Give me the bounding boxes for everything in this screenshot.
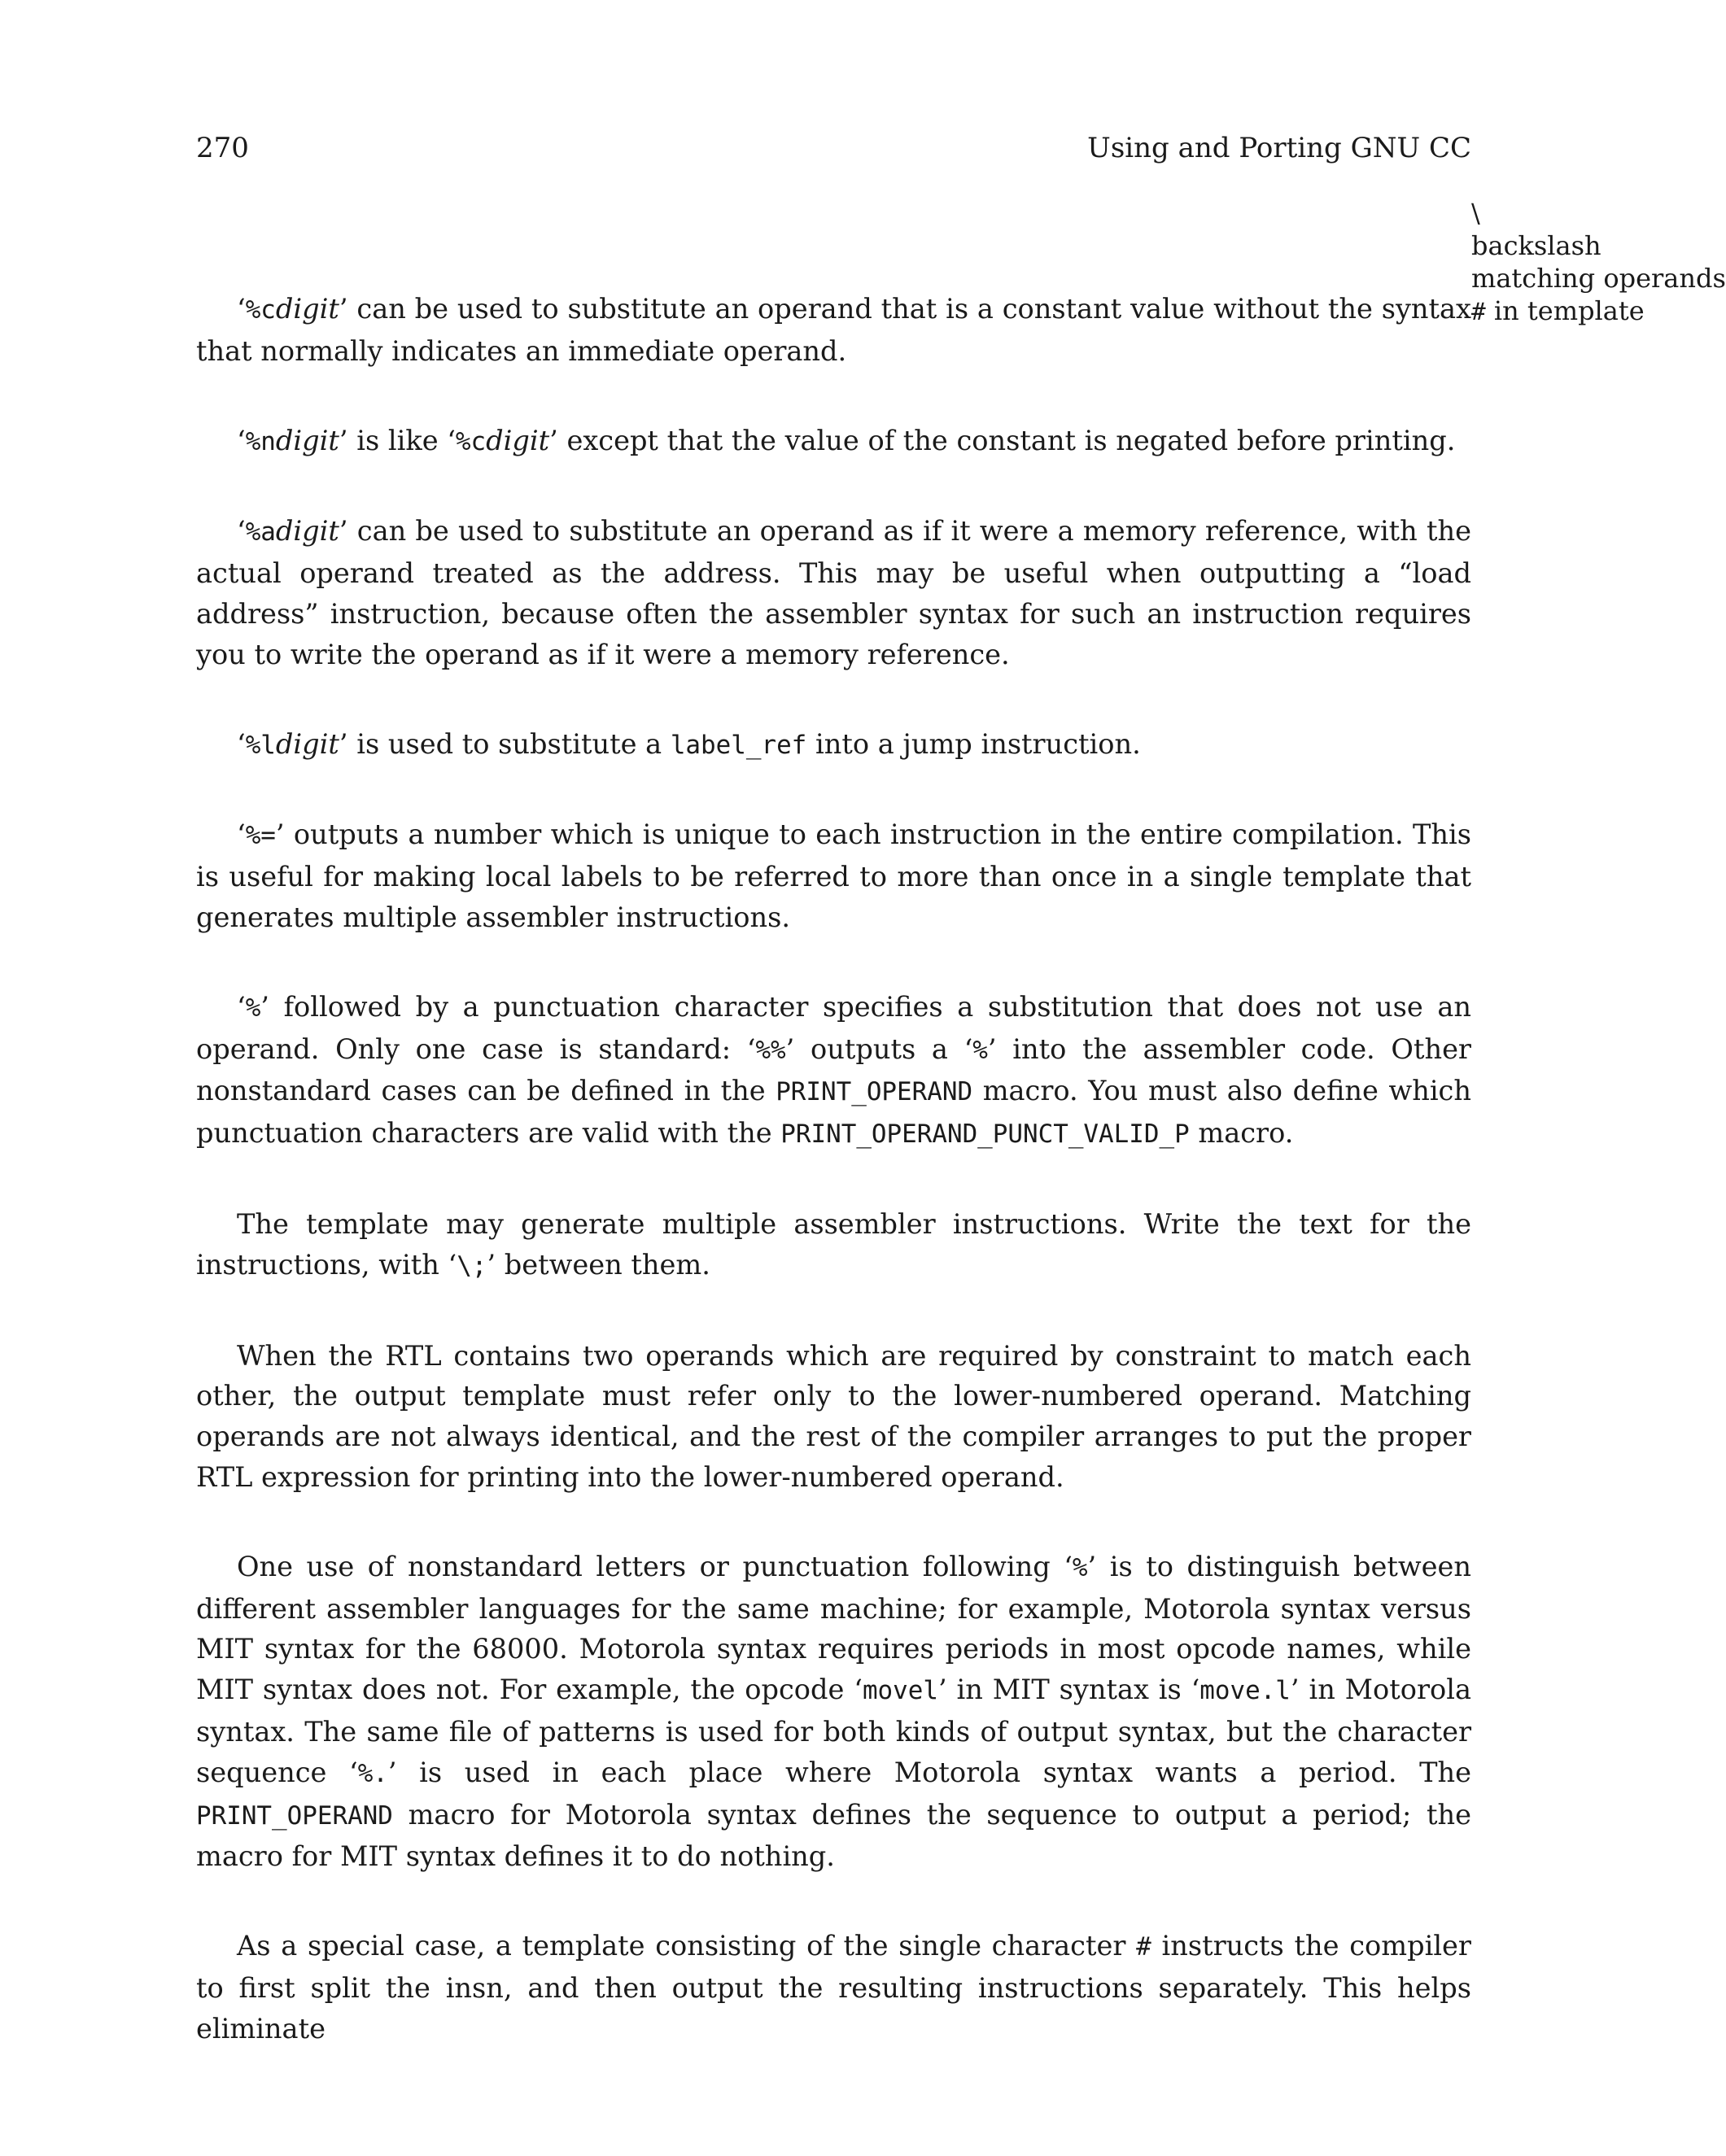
paragraph-percent-n: ‘%ndigit’ is like ‘%cdigit’ except that the value of the constant is negated before printing. — [237, 424, 1456, 456]
paragraph-multiple-instructions: The template may generate multiple assembler instructions. Write the text for the instructions, with ‘\;’ between them. — [196, 1207, 1471, 1281]
paragraph-percent-c: ‘%cdigit’ can be used to substitute an operand that is a constant value without the syntax that normally indicates an immediate operand. — [196, 293, 1471, 367]
index-entry-backslash-char: \ — [1471, 198, 1480, 229]
paragraph-percent-a: ‘%adigit’ can be used to substitute an operand as if it were a memory reference, with the actual operand treated as the address. This may be useful when outputting a “load address” instruction, because often the assembler syntax for such an instruction requires you to write the operand as if it were a memory reference. — [196, 515, 1471, 670]
index-entry-hash-code: # — [1471, 298, 1486, 325]
paragraph-percent-l: ‘%ldigit’ is used to substitute a label_ref into a jump instruction. — [237, 727, 1141, 760]
index-entry-hash-in-template — [1471, 295, 1667, 328]
paragraph-hash-template: As a special case, a template consisting of the single character # instructs the compiler to first split the insn, and then output the resulting instructions separately. This helps eliminate — [196, 1930, 1471, 2045]
paragraph-percent-equals: ‘%=’ outputs a number which is unique to each instruction in the entire compilation. This is useful for making local labels to be referred to more than once in a single template that generates multiple assembler instructions. — [196, 818, 1471, 933]
paragraph-assembler-dialects: One use of nonstandard letters or punctuation following ‘%’ is to distinguish between different assembler languages for the same machine; for example, Motorola syntax versus MIT syntax for the 68000. Motorola syntax requires periods in most opcode names, while MIT syntax does not. For example, the opcode ‘movel’ in MIT syntax is ‘move.l’ in Motorola syntax. The same file of patterns is used for both kinds of output syntax, but the character sequence ‘%.’ is used in each place where Motorola syntax wants a period. The PRINT_OPERAND macro for Motorola syntax defines the sequence to output a period; the macro for MIT syntax defines it to do nothing. — [196, 1550, 1472, 1873]
paragraph-percent-punctuation: ‘%’ followed by a punctuation character specifies a substitution that does not use an operand. Only one case is standard: ‘%%’ outputs a ‘%’ into the assembler code. Other nonstandard cases can be defined in the PRINT_OPERAND macro. You must also define which punctuation characters are valid with the PRINT_OPERAND_PUNCT_VALID_P macro. — [196, 990, 1471, 1150]
running-title: Using and Porting GNU CC — [1087, 132, 1471, 164]
margin-index-notes — [1471, 197, 1726, 328]
index-entry-backslash: backslash — [1471, 230, 1601, 261]
index-entry-matching-operands: matching operands — [1471, 263, 1726, 294]
index-entry-hash-text: in template — [1485, 295, 1645, 326]
body-text — [196, 289, 1471, 2049]
paragraph-matching-operands: When the RTL contains two operands which are required by constraint to match each other, the output template must refer only to the lower-numbered operand. Matching operands are not always identical, and the rest of the compiler arranges to put the proper RTL expression for printing into the lower-numbered operand. — [196, 1339, 1471, 1493]
page-number: 270 — [196, 132, 249, 164]
